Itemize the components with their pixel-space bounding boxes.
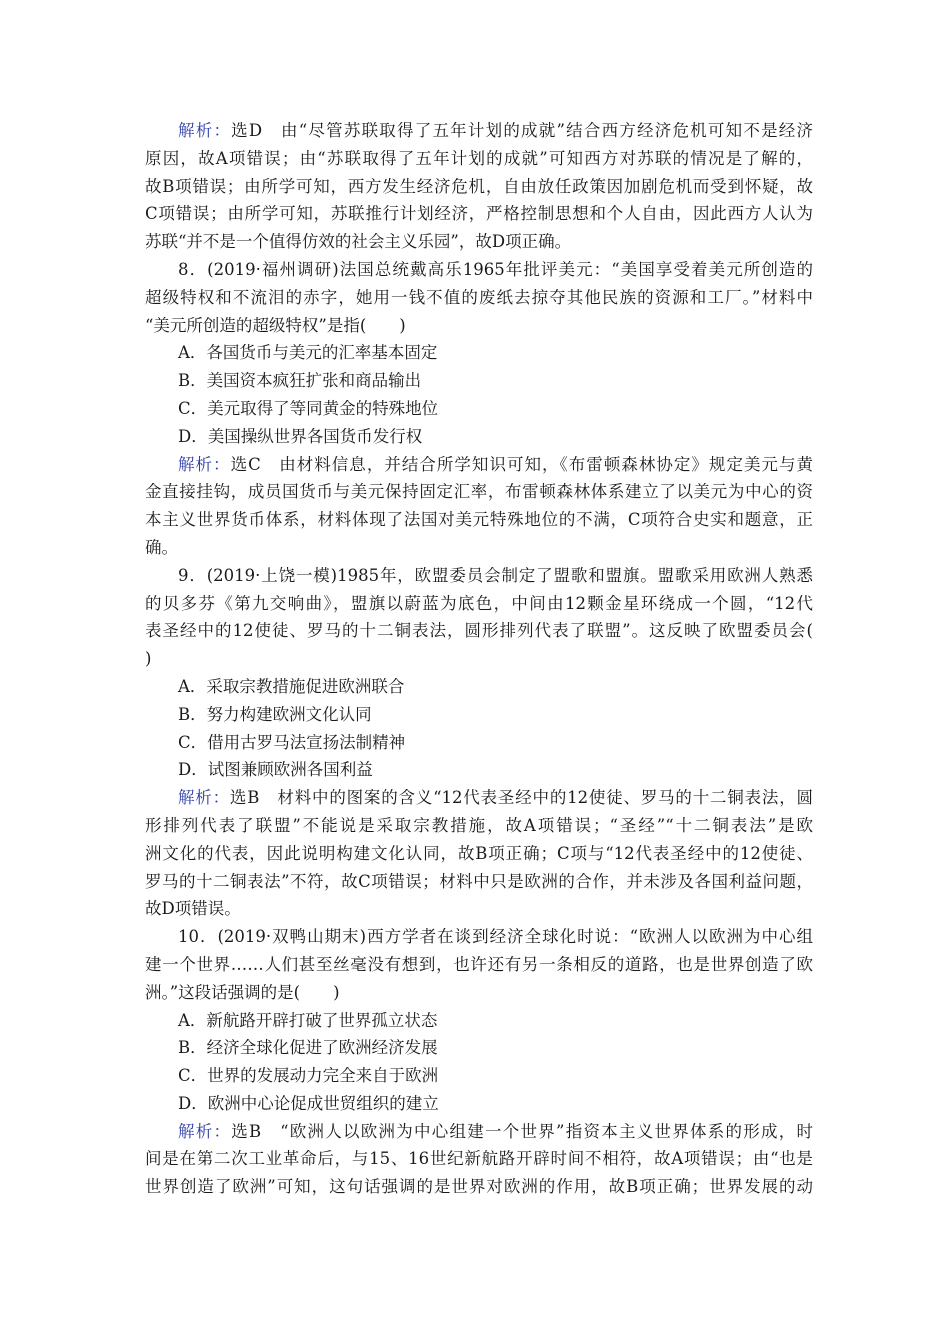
text-line xyxy=(145,1145,813,1173)
line-text: A．新航路开辟打破了世界孤立状态 xyxy=(178,1010,438,1030)
analysis-line xyxy=(145,1118,813,1146)
analysis-label: 解析： xyxy=(178,121,232,140)
question-stem-line xyxy=(145,562,813,590)
text-line xyxy=(145,284,813,312)
answer-option xyxy=(145,339,813,367)
analysis-line xyxy=(145,117,813,145)
text-line xyxy=(145,617,813,645)
line-text: 故D项错误。 xyxy=(145,899,241,919)
line-text: 选B 材料中的图案的含义“12代表圣经中的12使徒、罗马的十二铜表法，圆 xyxy=(229,788,814,808)
line-text: 金直接挂钩，成员国货币与美元保持固定汇率，布雷顿森林体系建立了以美元为中心的资 xyxy=(145,482,813,502)
text-line xyxy=(145,895,813,923)
text-line xyxy=(145,534,813,562)
answer-option xyxy=(145,1090,813,1118)
text-line xyxy=(145,312,813,340)
text-line xyxy=(145,228,813,256)
line-text: 表圣经中的12使徒、罗马的十二铜表法，圆形排列代表了联盟”。这反映了欧盟委员会( xyxy=(145,621,813,641)
text-line xyxy=(145,645,813,673)
text-line xyxy=(145,478,813,506)
line-text: D．试图兼顾欧洲各国利益 xyxy=(178,760,373,780)
line-text: 间是在第二次工业革命后，与15、16世纪新航路开辟时间不相符，故A项错误；由“也是 xyxy=(145,1149,813,1169)
line-text: 的贝多芬《第九交响曲》，盟旗以蔚蓝为底色，中间由12颗金星环绕成一个圆，“12代 xyxy=(145,593,813,613)
text-line xyxy=(145,812,813,840)
line-text: 本主义世界货币体系，材料体现了法国对美元特殊地位的不满，C项符合史实和题意，正 xyxy=(145,510,813,530)
answer-option xyxy=(145,701,813,729)
line-text: C．世界的发展动力完全来自于欧洲 xyxy=(178,1066,439,1086)
line-text: 选C 由材料信息，并结合所学知识可知，《布雷顿森林协定》规定美元与黄 xyxy=(230,454,814,474)
line-text: D．美国操纵世界各国货币发行权 xyxy=(178,426,423,446)
analysis-label: 解析： xyxy=(178,1121,232,1141)
line-text: 选B “欧洲人以欧洲为中心组建一个世界”指资本主义世界体系的形成，时 xyxy=(231,1121,813,1141)
text-line xyxy=(145,506,813,534)
line-text: C．美元取得了等同黄金的特殊地位 xyxy=(178,398,439,418)
line-text: 原因，故A项错误；由“苏联取得了五年计划的成就”可知西方对苏联的情况是了解的， xyxy=(145,148,813,168)
line-text: 建一个世界……人们甚至丝毫没有想到，也许还有另一条相反的道路，也是世界创造了欧 xyxy=(145,954,813,974)
line-text: B．努力构建欧洲文化认同 xyxy=(178,704,372,724)
line-text: 故B项错误；由所学可知，西方发生经济危机，自由放任政策因加剧危机而受到怀疑，故 xyxy=(145,176,813,196)
answer-option xyxy=(145,367,813,395)
line-text: B．美国资本疯狂扩张和商品输出 xyxy=(178,371,422,391)
line-text: 罗马的十二铜表法”不符，故C项错误；材料中只是欧洲的合作，并未涉及各国利益问题， xyxy=(145,871,813,891)
line-text: C项错误；由所学可知，苏联推行计划经济，严格控制思想和个人自由，因此西方人认为 xyxy=(145,204,813,224)
line-text: 洲文化的代表，因此说明构建文化认同，故B项正确；C项与“12代表圣经中的12使徒、 xyxy=(145,843,813,863)
text-line xyxy=(145,951,813,979)
answer-option xyxy=(145,1007,813,1035)
line-text: 确。 xyxy=(145,537,178,557)
text-line xyxy=(145,868,813,896)
text-line xyxy=(145,979,813,1007)
line-text: B．经济全球化促进了欧洲经济发展 xyxy=(178,1038,438,1058)
text-line xyxy=(145,590,813,618)
line-text: D．欧洲中心论促成世贸组织的建立 xyxy=(178,1093,439,1113)
line-text: 苏联“并不是一个值得仿效的社会主义乐园”，故D项正确。 xyxy=(145,232,572,252)
answer-option xyxy=(145,1062,813,1090)
analysis-line xyxy=(145,784,813,812)
line-text: A．采取宗教措施促进欧洲联合 xyxy=(178,676,405,696)
line-text: 选D 由“尽管苏联取得了五年计划的成就”结合西方经济危机可知不是经济 xyxy=(231,121,814,140)
analysis-label: 解析： xyxy=(178,788,230,808)
line-text: C．借用古罗马法宣扬法制精神 xyxy=(178,732,406,752)
line-text: ) xyxy=(145,649,152,669)
text-line xyxy=(145,145,813,173)
answer-option xyxy=(145,395,813,423)
text-line xyxy=(145,173,813,201)
text-line xyxy=(145,1173,813,1201)
text-line xyxy=(145,840,813,868)
line-text: 超级特权和不流泪的赤字，她用一钱不值的废纸去掠夺其他民族的资源和工厂。”材料中 xyxy=(145,287,813,307)
answer-option xyxy=(145,423,813,451)
text-line xyxy=(145,200,813,228)
analysis-label: 解析： xyxy=(178,454,231,474)
answer-option xyxy=(145,729,813,757)
answer-option xyxy=(145,673,813,701)
answer-option xyxy=(145,1034,813,1062)
line-text: “美元所创造的超级特权”是指( ) xyxy=(145,315,406,335)
line-text: 世界创造了欧洲”可知，这句话强调的是世界对欧洲的作用，故B项正确；世界发展的动 xyxy=(145,1177,813,1197)
question-stem-line xyxy=(145,923,813,951)
line-text: 10．(2019·双鸭山期末)西方学者在谈到经济全球化时说：“欧洲人以欧洲为中心组 xyxy=(178,927,813,947)
line-text: 洲。”这段话强调的是( ) xyxy=(145,982,340,1002)
line-text: 形排列代表了联盟”不能说是采取宗教措施，故A项错误；“圣经”“十二铜表法”是欧 xyxy=(145,815,813,835)
line-text: A．各国货币与美元的汇率基本固定 xyxy=(178,343,438,363)
question-stem-line xyxy=(145,256,813,284)
document-page xyxy=(145,117,813,1201)
line-text: 9．(2019·上饶一模)1985年，欧盟委员会制定了盟歌和盟旗。盟歌采用欧洲人熟悉 xyxy=(178,565,813,585)
answer-option xyxy=(145,756,813,784)
analysis-line xyxy=(145,451,813,479)
line-text: 8．(2019·福州调研)法国总统戴高乐1965年批评美元：“美国享受着美元所创造的 xyxy=(178,259,813,279)
